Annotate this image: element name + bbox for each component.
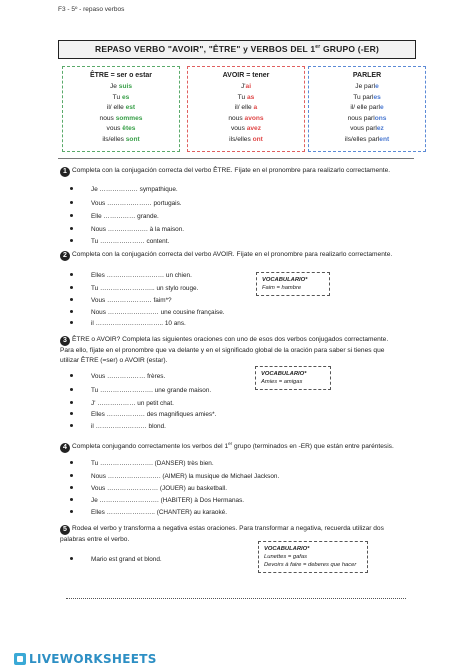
conjugation-line bbox=[63, 114, 179, 125]
conjugation-ending: es bbox=[121, 93, 130, 101]
instruction-text: Completa con la conjugación correcta del verbo ÊTRE. Fíjate en el pronombre para realizarlo correctamente. bbox=[72, 167, 391, 174]
bullet-icon bbox=[70, 401, 73, 404]
conjugation-line bbox=[63, 135, 179, 146]
worksheet-title bbox=[58, 40, 416, 59]
exercise-3-item[interactable] bbox=[70, 400, 174, 407]
conjugation-ending: sommes bbox=[115, 114, 143, 122]
item-text: Vous …………………… (JOUER) au basketball. bbox=[91, 485, 228, 492]
answer-line[interactable] bbox=[66, 598, 406, 599]
instruction-text-end: grupo (terminados en -ER) que están entre paréntesis. bbox=[232, 443, 394, 451]
conjugation-stem: il/ elle bbox=[234, 104, 254, 111]
exercise-4-item[interactable] bbox=[70, 497, 244, 504]
conjugation-stem: nous bbox=[228, 114, 245, 122]
conjugation-line bbox=[63, 93, 179, 104]
exercise-3-item[interactable] bbox=[70, 387, 211, 394]
number-badge: 4 bbox=[60, 443, 70, 453]
item-text: Nous …………………… une cousine française. bbox=[91, 309, 225, 316]
conjugation-line bbox=[188, 124, 304, 135]
instruction-text: Completa con la conjugación correcta del verbo AVOIR. Fíjate en el pronombre para realizarlo correctamente. bbox=[72, 251, 393, 258]
avoir-heading: AVOIR = tener bbox=[222, 72, 270, 79]
bullet-icon bbox=[70, 412, 73, 415]
vocabulary-box bbox=[258, 541, 368, 573]
conjugation-stem: nous bbox=[99, 114, 116, 122]
conjugation-ending: ons bbox=[374, 114, 387, 122]
exercise-2-item[interactable] bbox=[70, 320, 186, 327]
conjugation-ending: avez bbox=[246, 125, 262, 132]
conjugation-stem: ils/elles parl bbox=[344, 135, 380, 143]
conjugation-line bbox=[188, 93, 304, 104]
item-text: il …………………… blond. bbox=[91, 423, 166, 430]
exercise-1-item[interactable] bbox=[70, 238, 169, 245]
logo-icon bbox=[14, 653, 26, 665]
conjugation-ending: ent bbox=[379, 135, 390, 143]
conjugation-ending: ez bbox=[376, 125, 384, 132]
etre-lines bbox=[63, 82, 179, 145]
etre-heading: ÊTRE = ser o estar bbox=[89, 72, 153, 79]
etre-conjugation-box bbox=[62, 66, 180, 152]
bullet-icon bbox=[70, 298, 73, 301]
vocabulary-line: Faim = hambre bbox=[262, 285, 302, 291]
bullet-icon bbox=[70, 461, 73, 464]
conjugation-line bbox=[309, 124, 425, 135]
conjugation-ending: es bbox=[373, 93, 381, 101]
bullet-icon bbox=[70, 187, 73, 190]
parler-conjugation-box bbox=[308, 66, 426, 152]
exercise-2-instruction bbox=[60, 250, 420, 261]
item-text: Nous ………………. à la maison. bbox=[91, 226, 185, 233]
item-text: Vous ……………… frères. bbox=[91, 373, 166, 380]
conjugation-line bbox=[309, 135, 425, 146]
instruction-text: Rodea el verbo y transforma a negativa estas oraciones. Para transformar a negativa, recuerda utilizar dos bbox=[72, 525, 384, 532]
item-text: Elles ……………… des magnifiques amies*. bbox=[91, 411, 217, 418]
vocabulary-line: Amies = amigas bbox=[261, 379, 303, 385]
conjugation-stem: Je bbox=[110, 83, 119, 90]
bullet-icon bbox=[70, 498, 73, 501]
instruction-text: utilizar ÊTRE (=ser) o AVOIR (estar). bbox=[60, 356, 168, 364]
conjugation-stem: ils/elles bbox=[102, 135, 126, 143]
conjugation-line bbox=[309, 82, 425, 93]
exercise-2-item[interactable] bbox=[70, 297, 172, 304]
conjugation-line bbox=[63, 124, 179, 135]
conjugation-ending: as bbox=[246, 93, 255, 101]
bullet-icon bbox=[70, 214, 73, 217]
title-text-end: GRUPO (-ER) bbox=[320, 44, 379, 54]
conjugation-stem: vous bbox=[230, 125, 247, 132]
bullet-icon bbox=[70, 388, 73, 391]
vocabulary-box bbox=[255, 366, 331, 390]
item-text: Nous ……………………. (AIMER) la musique de Michael Jackson. bbox=[91, 473, 280, 480]
conjugation-line bbox=[63, 82, 179, 93]
instruction-text: palabras entre el verbo. bbox=[60, 536, 130, 543]
section-divider bbox=[58, 158, 414, 159]
item-text: Vous ………………… faim*? bbox=[91, 297, 172, 304]
parler-heading: PARLER bbox=[352, 72, 382, 79]
exercise-1-item[interactable] bbox=[70, 213, 159, 220]
item-text: Tu ……………………. une grande maison. bbox=[91, 387, 212, 394]
parler-lines bbox=[309, 82, 425, 145]
item-text: Tu ……………………. (DANSER) très bien. bbox=[91, 460, 214, 467]
conjugation-line bbox=[309, 93, 425, 104]
liveworksheets-logo[interactable] bbox=[14, 651, 157, 667]
bullet-icon bbox=[70, 321, 73, 324]
vocabulary-box bbox=[256, 272, 330, 296]
conjugation-ending: avons bbox=[244, 114, 264, 122]
bullet-icon bbox=[70, 286, 73, 289]
conjugation-stem: Tu bbox=[237, 93, 247, 101]
instruction-superscript: er bbox=[228, 441, 233, 446]
exercise-5-item bbox=[70, 556, 162, 563]
conjugation-line bbox=[188, 135, 304, 146]
exercise-1-item[interactable] bbox=[70, 226, 184, 233]
conjugation-ending: a bbox=[253, 104, 258, 111]
vocabulary-title: VOCABULARIO* bbox=[262, 277, 308, 283]
item-text: Mario est grand et blond. bbox=[91, 556, 162, 563]
conjugation-ending: e bbox=[380, 104, 384, 111]
bullet-icon bbox=[70, 227, 73, 230]
number-badge: 1 bbox=[60, 167, 70, 177]
title-superscript: er bbox=[315, 44, 321, 51]
exercise-3-item[interactable] bbox=[70, 411, 216, 418]
conjugation-line bbox=[309, 114, 425, 125]
instruction-text: Completa conjugando correctamente los verbos del 1 bbox=[72, 443, 229, 451]
number-badge: 3 bbox=[60, 336, 70, 346]
conjugation-line bbox=[63, 103, 179, 114]
exercise-1-instruction bbox=[60, 166, 420, 177]
conjugation-stem: J' bbox=[240, 83, 246, 90]
conjugation-stem: il/ elle bbox=[106, 104, 126, 111]
avoir-lines bbox=[188, 82, 304, 145]
item-text: Tu ………………… content. bbox=[91, 238, 170, 245]
conjugation-line bbox=[188, 114, 304, 125]
vocabulary-line: Devoirs à faire = deberes que hacer bbox=[264, 562, 357, 568]
conjugation-ending: suis bbox=[118, 83, 132, 90]
exercise-4-item[interactable] bbox=[70, 509, 227, 516]
instruction-text: ÊTRE o AVOIR? Completa las siguientes oraciones con uno de esos dos verbos conjugados correctamente. bbox=[72, 336, 389, 343]
conjugation-stem: il/ elle parl bbox=[350, 104, 380, 111]
number-badge: 5 bbox=[60, 525, 70, 535]
conjugation-line bbox=[188, 82, 304, 93]
number-badge: 2 bbox=[60, 251, 70, 261]
item-text: Elles ……………………… un chien. bbox=[91, 272, 192, 279]
conjugation-ending: est bbox=[125, 104, 136, 111]
exercise-4-item[interactable] bbox=[70, 460, 214, 467]
item-text: Tu …………………….. un stylo rouge. bbox=[91, 285, 199, 292]
exercise-3-instruction bbox=[60, 335, 420, 365]
conjugation-ending: ai bbox=[245, 83, 252, 90]
vocabulary-title: VOCABULARIO* bbox=[261, 371, 307, 377]
conjugation-ending: e bbox=[375, 83, 379, 90]
conjugation-stem: Je parl bbox=[355, 83, 376, 90]
conjugation-stem: nous parl bbox=[347, 114, 375, 122]
bullet-icon bbox=[70, 486, 73, 489]
item-text: Elles ………………….. (CHANTER) au karaoké. bbox=[91, 509, 228, 516]
exercise-1-item[interactable] bbox=[70, 200, 182, 207]
exercise-3-item[interactable] bbox=[70, 423, 166, 430]
worksheet-code: F3 - 5º - repaso verbos bbox=[58, 6, 125, 13]
exercise-1-item[interactable] bbox=[70, 186, 178, 193]
exercise-4-item[interactable] bbox=[70, 485, 227, 492]
item-text: Elle …………… grande. bbox=[91, 213, 159, 220]
conjugation-ending: êtes bbox=[122, 125, 136, 132]
exercise-2-item[interactable] bbox=[70, 285, 198, 292]
bullet-icon bbox=[70, 374, 73, 377]
conjugation-line bbox=[309, 103, 425, 114]
conjugation-ending: sont bbox=[125, 135, 140, 143]
vocabulary-title: VOCABULARIO* bbox=[264, 546, 310, 552]
conjugation-ending: ont bbox=[252, 135, 263, 143]
bullet-icon bbox=[70, 510, 73, 513]
conjugation-stem: ils/elles bbox=[229, 135, 253, 143]
bullet-icon bbox=[70, 424, 73, 427]
item-text: Vous ………………… portugais. bbox=[91, 200, 182, 207]
bullet-icon bbox=[70, 201, 73, 204]
item-text: Je ………………………. (HABITER) à Dos Hermanas. bbox=[91, 497, 245, 504]
vocabulary-line: Lunettes = gafas bbox=[264, 554, 308, 560]
exercise-2-item[interactable] bbox=[70, 272, 192, 279]
conjugation-stem: Tu bbox=[112, 93, 122, 101]
exercise-2-item[interactable] bbox=[70, 309, 225, 316]
exercise-4-item[interactable] bbox=[70, 473, 279, 480]
item-text: Je ……………… sympathique. bbox=[91, 186, 178, 193]
conjugation-stem: vous bbox=[106, 125, 123, 132]
logo-text: LIVEWORKSHEETS bbox=[29, 652, 157, 666]
conjugation-line bbox=[188, 103, 304, 114]
exercise-3-item[interactable] bbox=[70, 373, 165, 380]
bullet-icon bbox=[70, 474, 73, 477]
conjugation-stem: vous parl bbox=[350, 125, 377, 132]
avoir-conjugation-box bbox=[187, 66, 305, 152]
conjugation-stem: Tu parl bbox=[353, 93, 374, 101]
bullet-icon bbox=[70, 557, 73, 560]
bullet-icon bbox=[70, 239, 73, 242]
title-text: REPASO VERBO "AVOIR", "ÊTRE" y VERBOS DEL 1 bbox=[95, 44, 316, 54]
item-text: il ………………………….. 10 ans. bbox=[91, 320, 186, 327]
instruction-text: Para ello, fíjate en el pronombre que va delante y en el significado global de la oración para saber si tienes que bbox=[60, 347, 385, 354]
bullet-icon bbox=[70, 310, 73, 313]
item-text: J' ……………… un petit chat. bbox=[91, 400, 174, 407]
bullet-icon bbox=[70, 273, 73, 276]
exercise-4-instruction bbox=[60, 439, 430, 453]
